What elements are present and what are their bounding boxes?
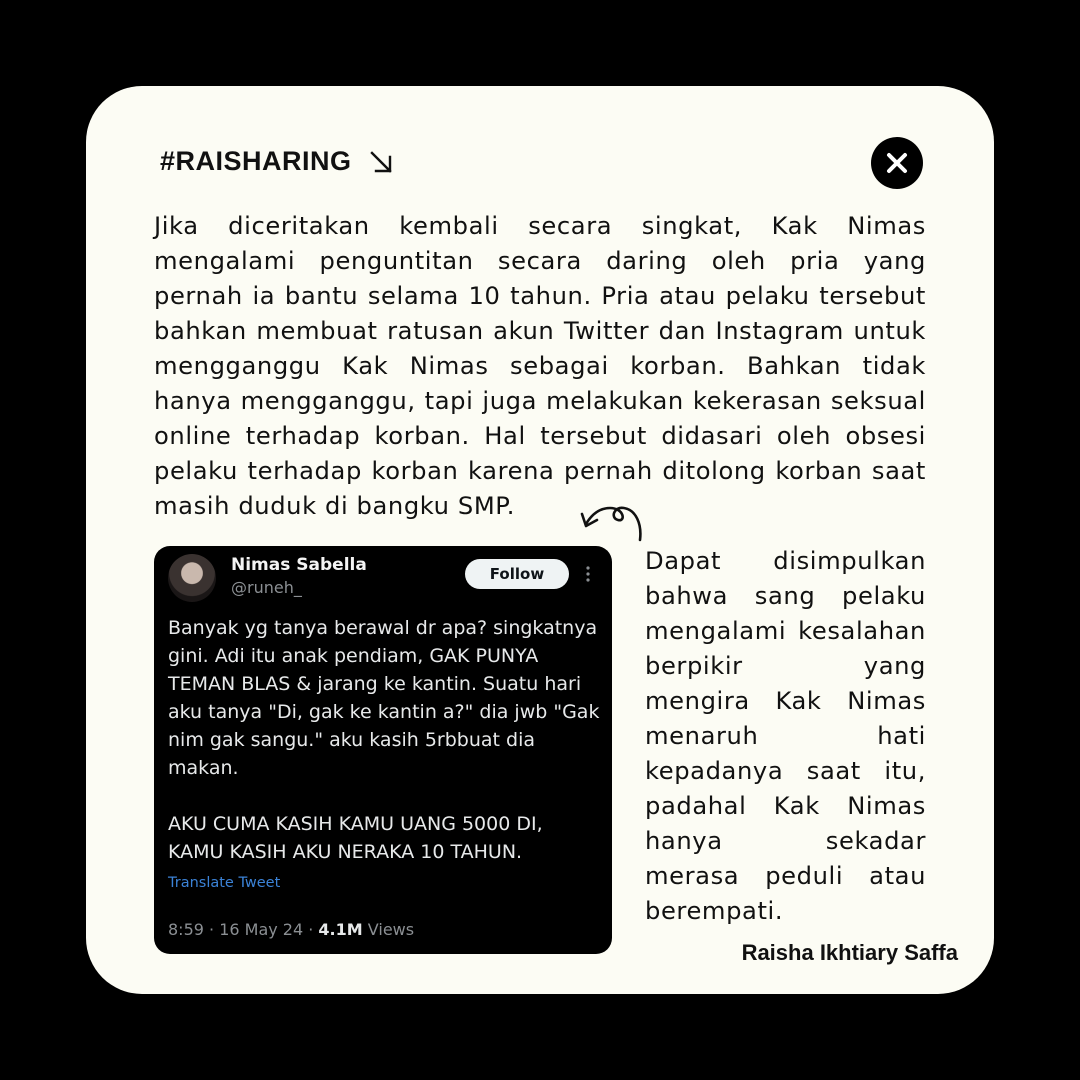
- tweet-body: Banyak yg tanya berawal dr apa? singkatnya gini. Adi itu anak pendiam, GAK PUNYA TEMAN BLAS & jarang ke kantin. Suatu hari aku tanya "Di, gak ke kantin a?" dia jwb "Gak nim gak sangu." aku kasih 5rbbuat dia makan. AKU CUMA KASIH KAMU UANG 5000 DI, KAMU KASIH AKU NERAKA 10 TAHUN.: [168, 617, 600, 863]
- tweet-meta: [168, 920, 414, 939]
- main-paragraph: Jika diceritakan kembali secara singkat, Kak Nimas mengalami penguntitan secara daring oleh pria yang pernah ia bantu selama 10 tahun. Pria atau pelaku tersebut bahkan membuat ratusan akun Twitter dan Instagram untuk mengganggu Kak Nimas sebagai korban. Bahkan tidak hanya mengganggu, tapi juga melakukan kekerasan seksual online terhadap korban. Hal tersebut didasari oleh obsesi pelaku terhadap korban karena pernah ditolong korban saat masih duduk di bangku SMP.: [154, 212, 926, 520]
- tweet-timestamp[interactable]: 8:59 · 16 May 24 ·: [168, 920, 319, 939]
- tweet-views-count: 4.1M: [318, 920, 363, 939]
- hashtag-label: #RAISHARING: [160, 146, 352, 176]
- author-credit: Raisha Ikhtiary Saffa: [741, 940, 958, 965]
- hashtag-header: [160, 146, 394, 177]
- follow-button[interactable]: Follow: [465, 559, 569, 589]
- side-paragraph: Dapat disimpulkan bahwa sang pelaku mengalami kesalahan berpikir yang mengira Kak Nimas menaruh hati kepadanya saat itu, padahal Kak Nimas hanya sekadar merasa peduli atau berempati.: [645, 547, 926, 925]
- curved-arrow-icon: [580, 504, 648, 542]
- post-card: [86, 86, 994, 994]
- tweet-screenshot: [154, 546, 612, 954]
- more-vertical-icon[interactable]: [582, 562, 594, 586]
- avatar[interactable]: [168, 554, 216, 602]
- tweet-views-label: Views: [362, 920, 415, 939]
- close-button[interactable]: [871, 137, 923, 189]
- close-icon: [885, 151, 909, 175]
- translate-tweet-link[interactable]: Translate Tweet: [168, 875, 281, 891]
- tweet-author-name[interactable]: Nimas Sabella: [231, 555, 367, 575]
- arrow-down-right-icon: [368, 149, 394, 175]
- tweet-author-handle[interactable]: @runeh_: [231, 578, 302, 597]
